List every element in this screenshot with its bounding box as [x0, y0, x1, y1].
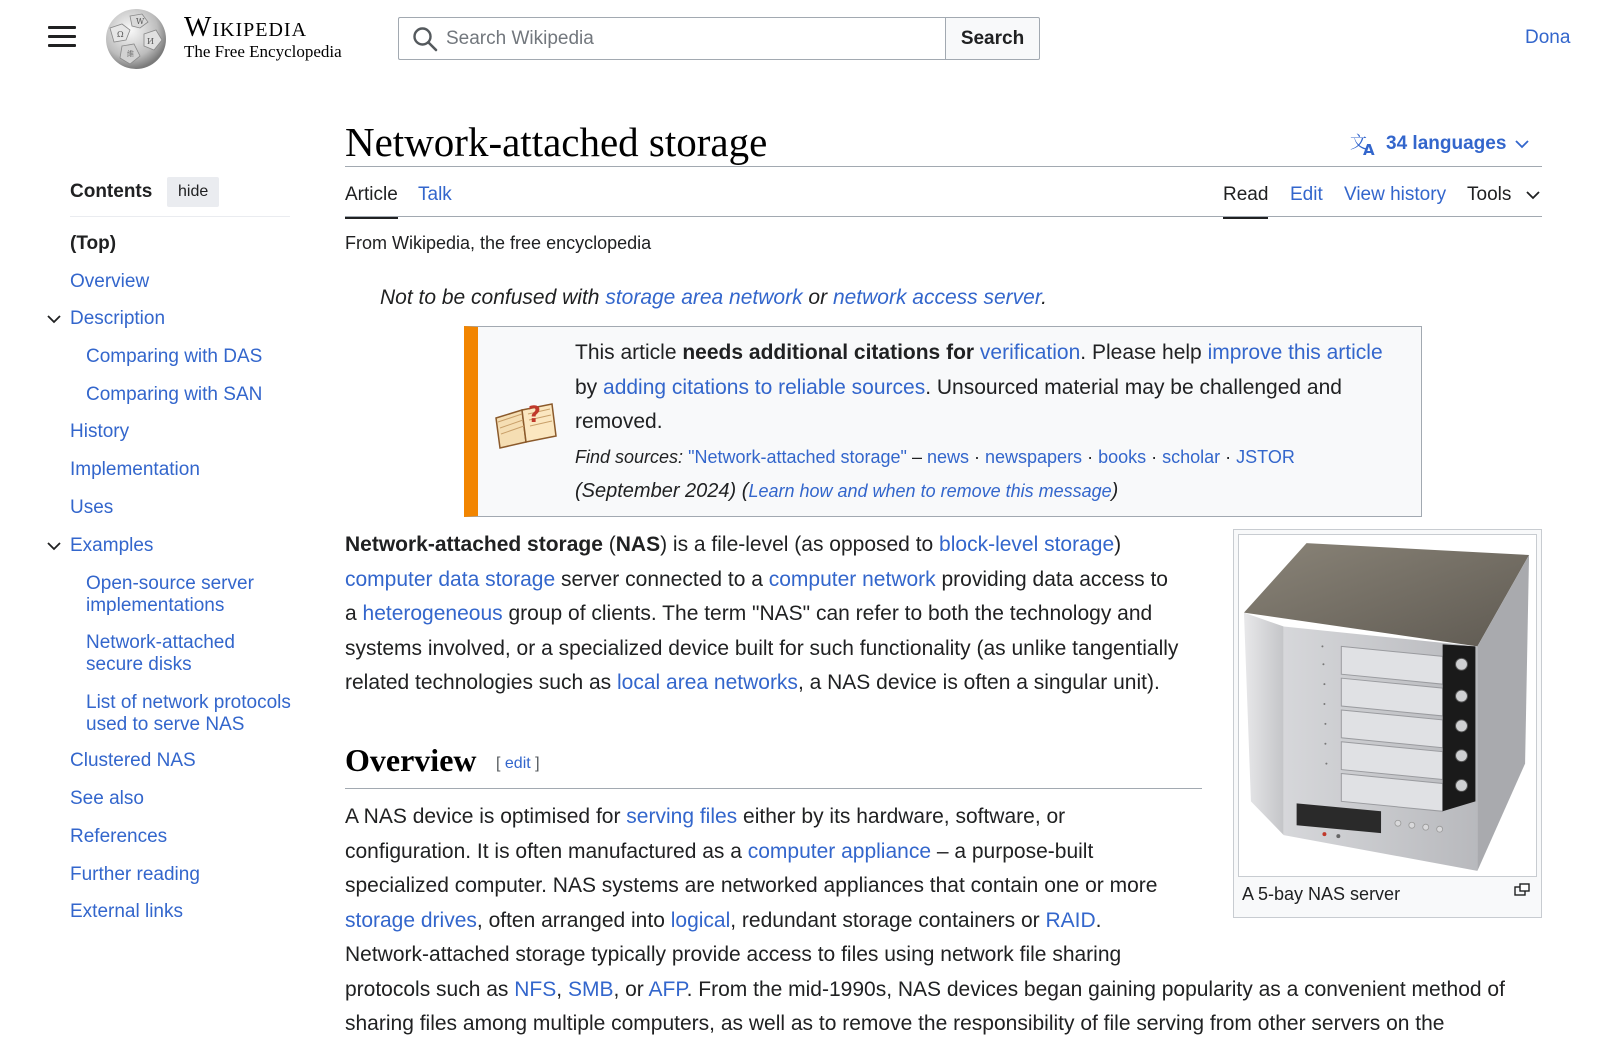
text: providing data access to [935, 567, 1168, 591]
divider [345, 166, 1542, 167]
separator: – [906, 447, 927, 467]
toc-item-open-source[interactable] [86, 573, 254, 617]
toc-item-examples[interactable]: Examples [70, 535, 154, 556]
find-sources-label: Find sources: [575, 447, 684, 467]
text: related technologies such as [345, 671, 618, 694]
toc-item-description[interactable]: Description [70, 308, 166, 329]
notice-date: (September 2024) [575, 480, 737, 502]
text-line [345, 666, 1215, 701]
toc-item-line: used to serve NAS [86, 714, 245, 735]
toc-item-references[interactable]: References [70, 826, 168, 847]
text: , redundant storage containers or [730, 908, 1046, 932]
link-computer-data-storage[interactable]: computer data storage [345, 567, 556, 591]
hatnote-text: or [802, 286, 833, 309]
text: ) is a file-level (as opposed to [660, 533, 940, 556]
link-source-jstor[interactable]: JSTOR [1236, 447, 1295, 467]
hatnote [380, 286, 1047, 310]
text: , often arranged into [476, 908, 671, 932]
image-caption: A 5-bay NAS server [1242, 884, 1401, 904]
link-adding-citations[interactable]: adding citations to reliable sources [603, 375, 926, 399]
wikipedia-globe-logo[interactable] [100, 6, 170, 70]
text: protocols such as [345, 977, 515, 1001]
toc-hide-button[interactable]: hide [167, 177, 219, 207]
text: ( [602, 533, 616, 556]
svg-text:文: 文 [1350, 133, 1367, 153]
text: A NAS device is optimised for [345, 805, 627, 828]
text-line: specialized computer. NAS systems are networked appliances that contain one or more [345, 874, 1158, 897]
svg-text:?: ? [528, 403, 541, 428]
search-input[interactable] [446, 21, 936, 56]
hatnote-text: Not to be confused with [380, 286, 606, 309]
link-local-area-networks[interactable]: local area networks [617, 671, 798, 694]
text-line: Network-attached storage typically provide access to files using network file sharing [345, 943, 1122, 966]
chevron-down-icon[interactable] [46, 311, 62, 327]
separator: · [1220, 447, 1237, 467]
donate-link[interactable]: Dona [1525, 27, 1571, 48]
text: , [556, 977, 568, 1001]
link-serving-files[interactable]: serving files [626, 805, 738, 828]
magnify-icon[interactable] [1514, 883, 1530, 897]
languages-label: 34 languages [1386, 133, 1507, 154]
link-block-level-storage[interactable]: block-level storage [939, 533, 1115, 556]
text-line: sharing files among multiple computers, as well as to remove the responsibility of file serving from other servers on the [345, 1012, 1445, 1035]
toc-item-comparing-san[interactable]: Comparing with SAN [86, 384, 263, 405]
notice-text: . Please help [1080, 341, 1208, 364]
link-smb[interactable]: SMB [567, 977, 614, 1001]
link-source-newspapers[interactable]: newspapers [985, 447, 1083, 467]
toc-item-comparing-das[interactable]: Comparing with DAS [86, 346, 263, 367]
text-line [345, 528, 1215, 563]
link-source-books[interactable]: books [1098, 447, 1147, 467]
text-line [345, 563, 1215, 598]
svg-text:И: И [147, 37, 154, 46]
toc-item-clustered[interactable]: Clustered NAS [70, 750, 196, 771]
text: either by its hardware, software, or [737, 805, 1066, 828]
text: ) [1114, 533, 1122, 556]
find-sources-row [575, 445, 1405, 469]
link-afp[interactable]: AFP [648, 977, 687, 1001]
page-title: Network-attached storage [345, 119, 768, 165]
toc-item-history[interactable]: History [70, 421, 130, 442]
tab-edit[interactable]: Edit [1290, 184, 1323, 205]
section-heading-overview: Overview [345, 742, 477, 778]
bracket: ] [530, 755, 540, 772]
chevron-down-icon[interactable] [46, 538, 62, 554]
text: group of clients. The term "NAS" can refer to both the technology and [502, 602, 1153, 625]
toc-item-line: implementations [86, 595, 225, 616]
notice-date-row: (September 2024) (Learn how and when to remove this message) [575, 480, 1119, 502]
link-network-access-server[interactable]: network access server [832, 286, 1042, 309]
link-source-news[interactable]: news [926, 447, 969, 467]
divider [70, 216, 290, 217]
wordmark-title: Wikipedia [184, 11, 308, 43]
link-source-query[interactable]: "Network-attached storage" [688, 447, 907, 467]
link-improve-article[interactable]: improve this article [1207, 341, 1383, 364]
wordmark-tagline: The Free Encyclopedia [184, 42, 342, 61]
text: configuration. It is often manufactured as a [345, 839, 748, 863]
toc-item-uses[interactable]: Uses [70, 497, 114, 518]
link-nfs[interactable]: NFS [514, 977, 557, 1001]
toc-item-line: List of network protocols [86, 692, 291, 713]
toc-item-further-reading[interactable]: Further reading [70, 864, 200, 885]
toc-heading: Contents [70, 181, 153, 202]
svg-text:Ω: Ω [117, 30, 124, 39]
tab-article[interactable]: Article [345, 184, 398, 219]
toc-item-overview[interactable]: Overview [70, 271, 150, 292]
toc-item-implementation[interactable]: Implementation [70, 459, 200, 480]
chevron-down-icon [1514, 136, 1530, 152]
svg-text:維: 維 [127, 50, 134, 58]
search-icon [412, 26, 438, 52]
link-verification[interactable]: verification [979, 341, 1081, 364]
wikipedia-wordmark[interactable] [184, 12, 342, 62]
link-heterogeneous[interactable]: heterogeneous [362, 602, 503, 625]
link-storage-area-network[interactable]: storage area network [605, 286, 803, 309]
section-edit [496, 755, 540, 773]
tab-talk[interactable]: Talk [418, 184, 452, 205]
edit-section-link[interactable]: edit [504, 755, 531, 772]
toc-item-secure-disks[interactable] [86, 632, 235, 676]
chevron-down-icon[interactable] [1525, 187, 1541, 203]
toc-item-top[interactable]: (Top) [70, 233, 117, 254]
toc-item-line: Network-attached [86, 632, 235, 653]
notice-text: by [575, 375, 604, 399]
site-tagline: From Wikipedia, the free encyclopedia [345, 233, 652, 253]
toc-item-line: secure disks [86, 654, 192, 675]
divider [345, 788, 1202, 789]
text: a [345, 602, 363, 625]
text: server connected to a [555, 567, 769, 591]
toc-item-see-also[interactable]: See also [70, 788, 144, 809]
separator: · [1146, 447, 1163, 467]
hatnote-text: . [1041, 286, 1047, 309]
text: , or [613, 977, 649, 1001]
link-learn-remove[interactable]: Learn how and when to remove this message [748, 481, 1112, 501]
lead-paragraph [345, 528, 1215, 701]
svg-text:A: A [1363, 141, 1375, 157]
text: – a purpose-built [931, 839, 1094, 863]
main-menu-button[interactable] [48, 26, 76, 50]
text-line [345, 597, 1215, 632]
svg-text:W: W [136, 17, 145, 26]
text: . [1095, 908, 1102, 932]
tab-view-history[interactable]: View history [1344, 184, 1447, 205]
tab-read[interactable]: Read [1223, 184, 1268, 219]
toc-item-external-links[interactable]: External links [70, 901, 183, 922]
translate-icon [1350, 131, 1378, 157]
link-source-scholar[interactable]: scholar [1162, 447, 1221, 467]
link-storage-drives[interactable]: storage drives [345, 908, 477, 932]
link-computer-network[interactable]: computer network [768, 567, 936, 591]
text: . From the mid-1990s, NAS devices began gaining popularity as a convenient method of [686, 977, 1505, 1001]
text-line: systems involved, or a specialized device built for such functionality (as unlike tangentially [345, 636, 1179, 660]
text: , a NAS device is often a singular unit). [797, 671, 1160, 694]
separator: · [969, 447, 985, 467]
bold-term: NAS [615, 533, 661, 556]
link-logical[interactable]: logical [670, 908, 731, 932]
languages-button[interactable] [1350, 129, 1530, 159]
divider [345, 216, 1542, 217]
notice-text-bold: needs additional citations for [682, 341, 980, 364]
book-question-icon [492, 392, 560, 450]
notice-text: This article [575, 341, 683, 364]
separator: · [1082, 447, 1099, 467]
link-raid[interactable]: RAID [1045, 908, 1096, 932]
citation-notice-text [575, 336, 1405, 440]
toc-item-protocols[interactable] [86, 692, 291, 736]
bracket: [ [496, 755, 505, 772]
notice-text: . Unsourced material may be challenged and removed. [575, 375, 1342, 433]
bold-term: Network-attached storage [345, 533, 603, 556]
link-computer-appliance[interactable]: computer appliance [747, 839, 932, 863]
search-button[interactable]: Search [945, 17, 1040, 60]
toc-item-line: Open-source server [86, 573, 254, 594]
tools-menu[interactable]: Tools [1467, 184, 1512, 205]
text-line [345, 973, 1545, 1008]
nas-server-image[interactable] [1238, 534, 1537, 877]
menu-icon [48, 26, 76, 29]
